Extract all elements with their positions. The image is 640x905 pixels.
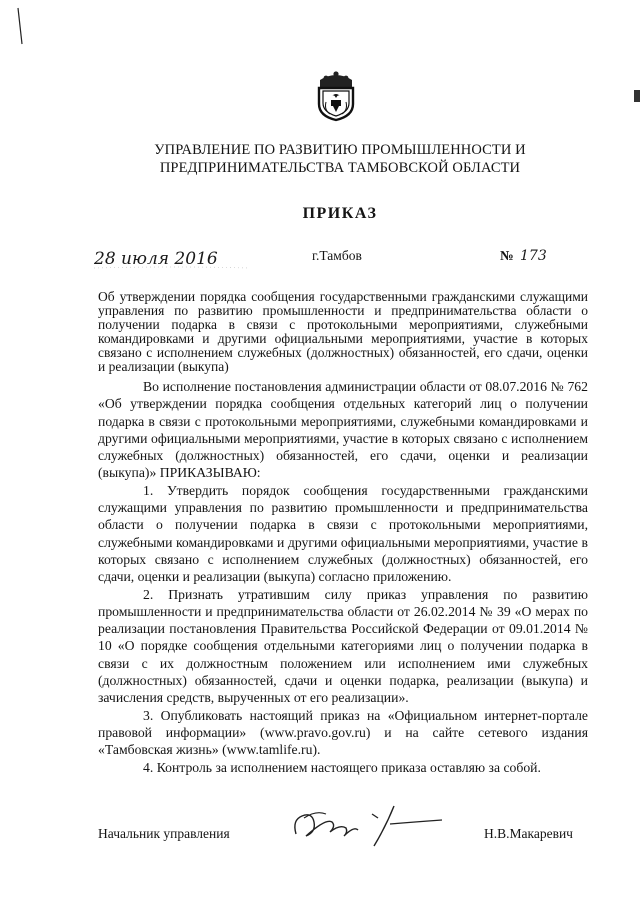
- scan-artifact: [634, 90, 640, 102]
- handwritten-date: [92, 246, 252, 270]
- document-type-title: ПРИКАЗ: [302, 205, 378, 222]
- document-body: [98, 378, 588, 776]
- scan-artifact: [16, 6, 24, 46]
- document-city: г.Тамбов: [312, 248, 362, 263]
- signatory-position: Начальник управления: [98, 826, 230, 841]
- order-item: 2. Признать утратившим силу приказ управления по развитию промышленности и предпринимательства области от 26.02.2014 № 39 «О мерах по реализации постановления Правительства Российской Федерации от 09.01.2014 № 10 «О порядке сообщения отдельными категориями лиц о получении подарка в связи с их должностным положением или исполнением ими служебных (должностных) обязанностей, сдачи и оценки подарка, реализации (выкупа) и зачисления средств, вырученных от его реализации».: [98, 586, 588, 706]
- svg-text:28 июля 2016: 28 июля 2016: [94, 249, 218, 269]
- order-item: 4. Контроль за исполнением настоящего приказа оставляю за собой.: [143, 759, 541, 775]
- preamble-paragraph: Во исполнение постановления администрации области от 08.07.2016 № 762 «Об утверждении порядка сообщения отдельных категорий лиц о получении подарка в связи с протокольными мероприятиями, служебными командировками и другими официальными мероприятиями, участие в которых связано с исполнением служебных (должностных) обязанностей, его сдачи, оценки и реализации (выкупа)» ПРИКАЗЫВАЮ:: [98, 379, 588, 481]
- order-item: 1. Утвердить порядок сообщения государственными гражданскими служащими управления по развитию промышленности и предпринимательства области о получении подарка в связи с протокольными мероприятиями, служебными командировками и другими официальными мероприятиями, участие в которых связано с исполнением служебных (должностных) обязанностей, его сдачи, оценки и реализации (выкупа) согласно приложению.: [98, 482, 588, 585]
- coat-of-arms-icon: [314, 70, 358, 122]
- svg-text:173: 173: [520, 248, 547, 264]
- organization-name: УПРАВЛЕНИЕ ПО РАЗВИТИЮ ПРОМЫШЛЕННОСТИ И ПРЕДПРИНИМАТЕЛЬСТВА ТАМБОВСКОЙ ОБЛАСТИ: [154, 142, 526, 176]
- handwritten-document-number: [516, 244, 556, 266]
- signatory-name: Н.В.Макаревич: [484, 826, 573, 841]
- document-subject: Об утверждении порядка сообщения государственными гражданскими служащими управления по развитию промышленности и предпринимательства области о получении подарка в связи с протокольными мероприятиями, служебными командировками и другими официальными мероприятиями, участие в которых связано с исполнением служебных (должностных) обязанностей, его сдачи, оценки и реализации (выкупа): [98, 289, 588, 374]
- handwritten-signature: [286, 800, 446, 850]
- order-item: 3. Опубликовать настоящий приказ на «Официальном интернет-портале правовой информации» (www.pravo.gov.ru) и на сайте сетевого издания «Тамбовская жизнь» (www.tamlife.ru).: [98, 707, 588, 758]
- document-number-label: №: [500, 248, 514, 263]
